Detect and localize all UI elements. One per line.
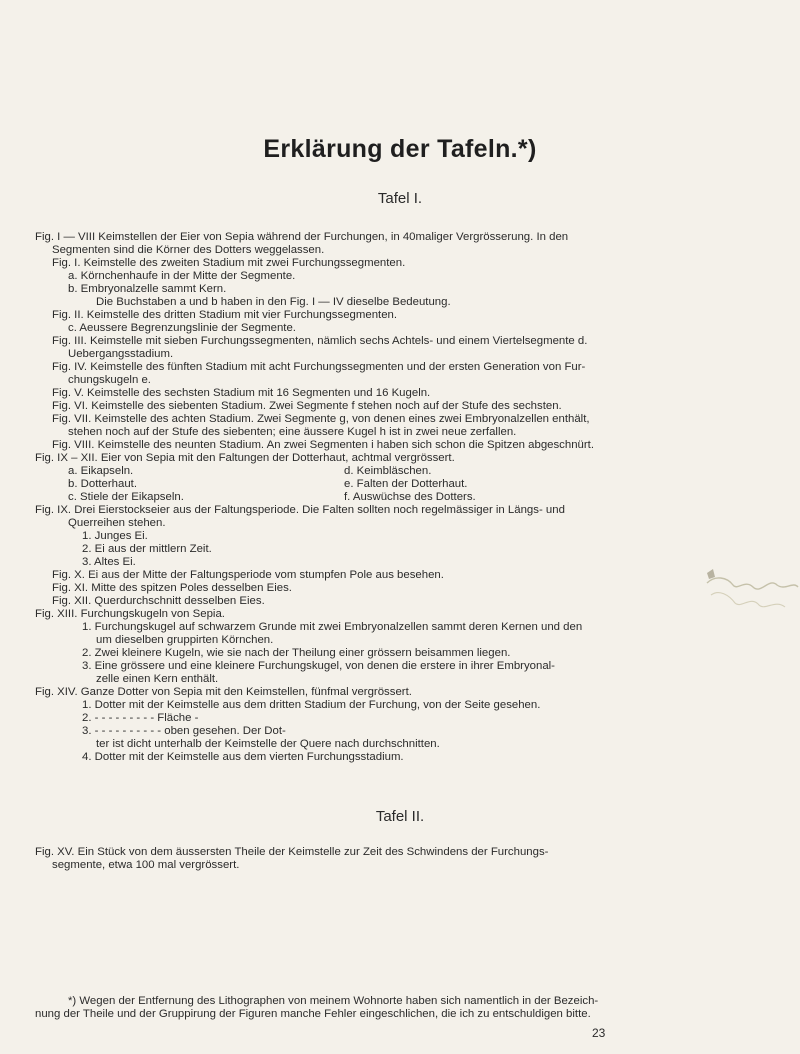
text-line: 3. Eine grössere und eine kleinere Furchungskugel, von denen die erstere in ihrer Embryonal- <box>82 660 555 672</box>
text-line: 2. Zwei kleinere Kugeln, wie sie nach der Theilung einer grössern beisammen liegen. <box>82 647 511 659</box>
text-line: Querreihen stehen. <box>68 517 166 529</box>
text-line: Die Buchstaben a und b haben in den Fig. I — IV dieselbe Bedeutung. <box>96 296 451 308</box>
text-line: Fig. XIV. Ganze Dotter von Sepia mit den Keimstellen, fünfmal vergrössert. <box>35 686 412 698</box>
text-line: f. Auswüchse des Dotters. <box>344 491 476 503</box>
text-line: d. Keimbläschen. <box>344 465 432 477</box>
page-title: Erklärung der Tafeln.*) <box>263 135 537 163</box>
text-line: Fig. I — VIII Keimstellen der Eier von Sepia während der Furchungen, in 40maliger Vergrösserung. In den <box>35 231 569 243</box>
text-line: b. Dotterhaut. <box>68 478 138 490</box>
text-line: Fig. III. Keimstelle mit sieben Furchungssegmenten, nämlich sechs Achtels- und einem Viertelsegmente d. <box>52 335 588 347</box>
text-line: e. Falten der Dotterhaut. <box>344 478 468 490</box>
text-line: Fig. I. Keimstelle des zweiten Stadium mit zwei Furchungssegmenten. <box>52 257 406 269</box>
text-line: 2. - - - - - - - - - Fläche - <box>82 712 199 724</box>
text-line: Fig. XI. Mitte des spitzen Poles desselben Eies. <box>52 582 292 594</box>
text-line: Fig. IX. Drei Eierstockseier aus der Faltungsperiode. Die Falten sollten noch regelmässiger in Längs- und <box>35 504 565 516</box>
text-line: ter ist dicht unterhalb der Keimstelle der Quere nach durchschnitten. <box>96 738 440 750</box>
text-line: Fig. IX – XII. Eier von Sepia mit den Faltungen der Dotterhaut, achtmal vergrössert. <box>35 452 455 464</box>
page-number: 23 <box>592 1026 606 1040</box>
text-line: Segmenten sind die Körner des Dotters weggelassen. <box>52 244 325 256</box>
text-line: b. Embryonalzelle sammt Kern. <box>68 283 227 295</box>
text-line: 1. Dotter mit der Keimstelle aus dem dritten Stadium der Furchung, von der Seite gesehen. <box>82 699 541 711</box>
text-line: segmente, etwa 100 mal vergrössert. <box>52 859 240 871</box>
tafel-1-heading: Tafel I. <box>377 190 423 207</box>
text-line: 4. Dotter mit der Keimstelle aus dem vierten Furchungsstadium. <box>82 751 404 763</box>
text-line: Fig. X. Ei aus der Mitte der Faltungsperiode vom stumpfen Pole aus besehen. <box>52 569 444 581</box>
text-line: Fig. XV. Ein Stück von dem äussersten Theile der Keimstelle zur Zeit des Schwindens der Furchungs- <box>35 846 549 858</box>
text-line: zelle einen Kern enthält. <box>96 673 219 685</box>
text-line: 3. - - - - - - - - - - oben gesehen. Der Dot- <box>82 725 286 737</box>
text-line: Fig. XIII. Furchungskugeln von Sepia. <box>35 608 225 620</box>
text-line: Fig. VI. Keimstelle des siebenten Stadium. Zwei Segmente f stehen noch auf der Stufe des sechsten. <box>52 400 562 412</box>
text-line: Fig. V. Keimstelle des sechsten Stadium mit 16 Segmenten und 16 Kugeln. <box>52 387 431 399</box>
text-line: a. Körnchenhaufe in der Mitte der Segmente. <box>68 270 296 282</box>
text-line: Uebergangsstadium. <box>68 348 174 360</box>
tafel-2-heading: Tafel II. <box>375 808 425 825</box>
text-line: Fig. VIII. Keimstelle des neunten Stadium. An zwei Segmenten i haben sich schon die Spitzen abgeschnürt. <box>52 439 595 451</box>
text-line: Fig. IV. Keimstelle des fünften Stadium mit acht Furchungssegmenten und der ersten Generation von Fur- <box>52 361 586 373</box>
text-line: 2. Ei aus der mittlern Zeit. <box>82 543 212 555</box>
text-line: c. Aeussere Begrenzungslinie der Segmente. <box>68 322 296 334</box>
text-line: stehen noch auf der Stufe des siebenten; eine äussere Kugel h ist in zwei neue zerfallen. <box>68 426 517 438</box>
text-line: 1. Furchungskugel auf schwarzem Grunde mit zwei Embryonalzellen sammt deren Kernen und den <box>82 621 583 633</box>
ink-blot-mark <box>705 565 800 625</box>
text-line: 1. Junges Ei. <box>82 530 148 542</box>
footnote-line: nung der Theile und der Gruppirung der Figuren manche Fehler eingeschlichen, die ich zu entschuldigen bitte. <box>35 1008 591 1020</box>
text-line: chungskugeln e. <box>68 374 151 386</box>
text-line: Fig. XII. Querdurchschnitt desselben Eies. <box>52 595 265 607</box>
text-line: um dieselben gruppirten Körnchen. <box>96 634 274 646</box>
text-line: Fig. II. Keimstelle des dritten Stadium mit vier Furchungssegmenten. <box>52 309 398 321</box>
text-line: c. Stiele der Eikapseln. <box>68 491 184 503</box>
text-line: 3. Altes Ei. <box>82 556 136 568</box>
text-line: a. Eikapseln. <box>68 465 134 477</box>
text-line: Fig. VII. Keimstelle des achten Stadium. Zwei Segmente g, von denen eines zwei Embryonalzellen enthält, <box>52 413 590 425</box>
footnote-line: *) Wegen der Entfernung des Lithographen von meinem Wohnorte haben sich namentlich in der Bezeich- <box>68 995 599 1007</box>
